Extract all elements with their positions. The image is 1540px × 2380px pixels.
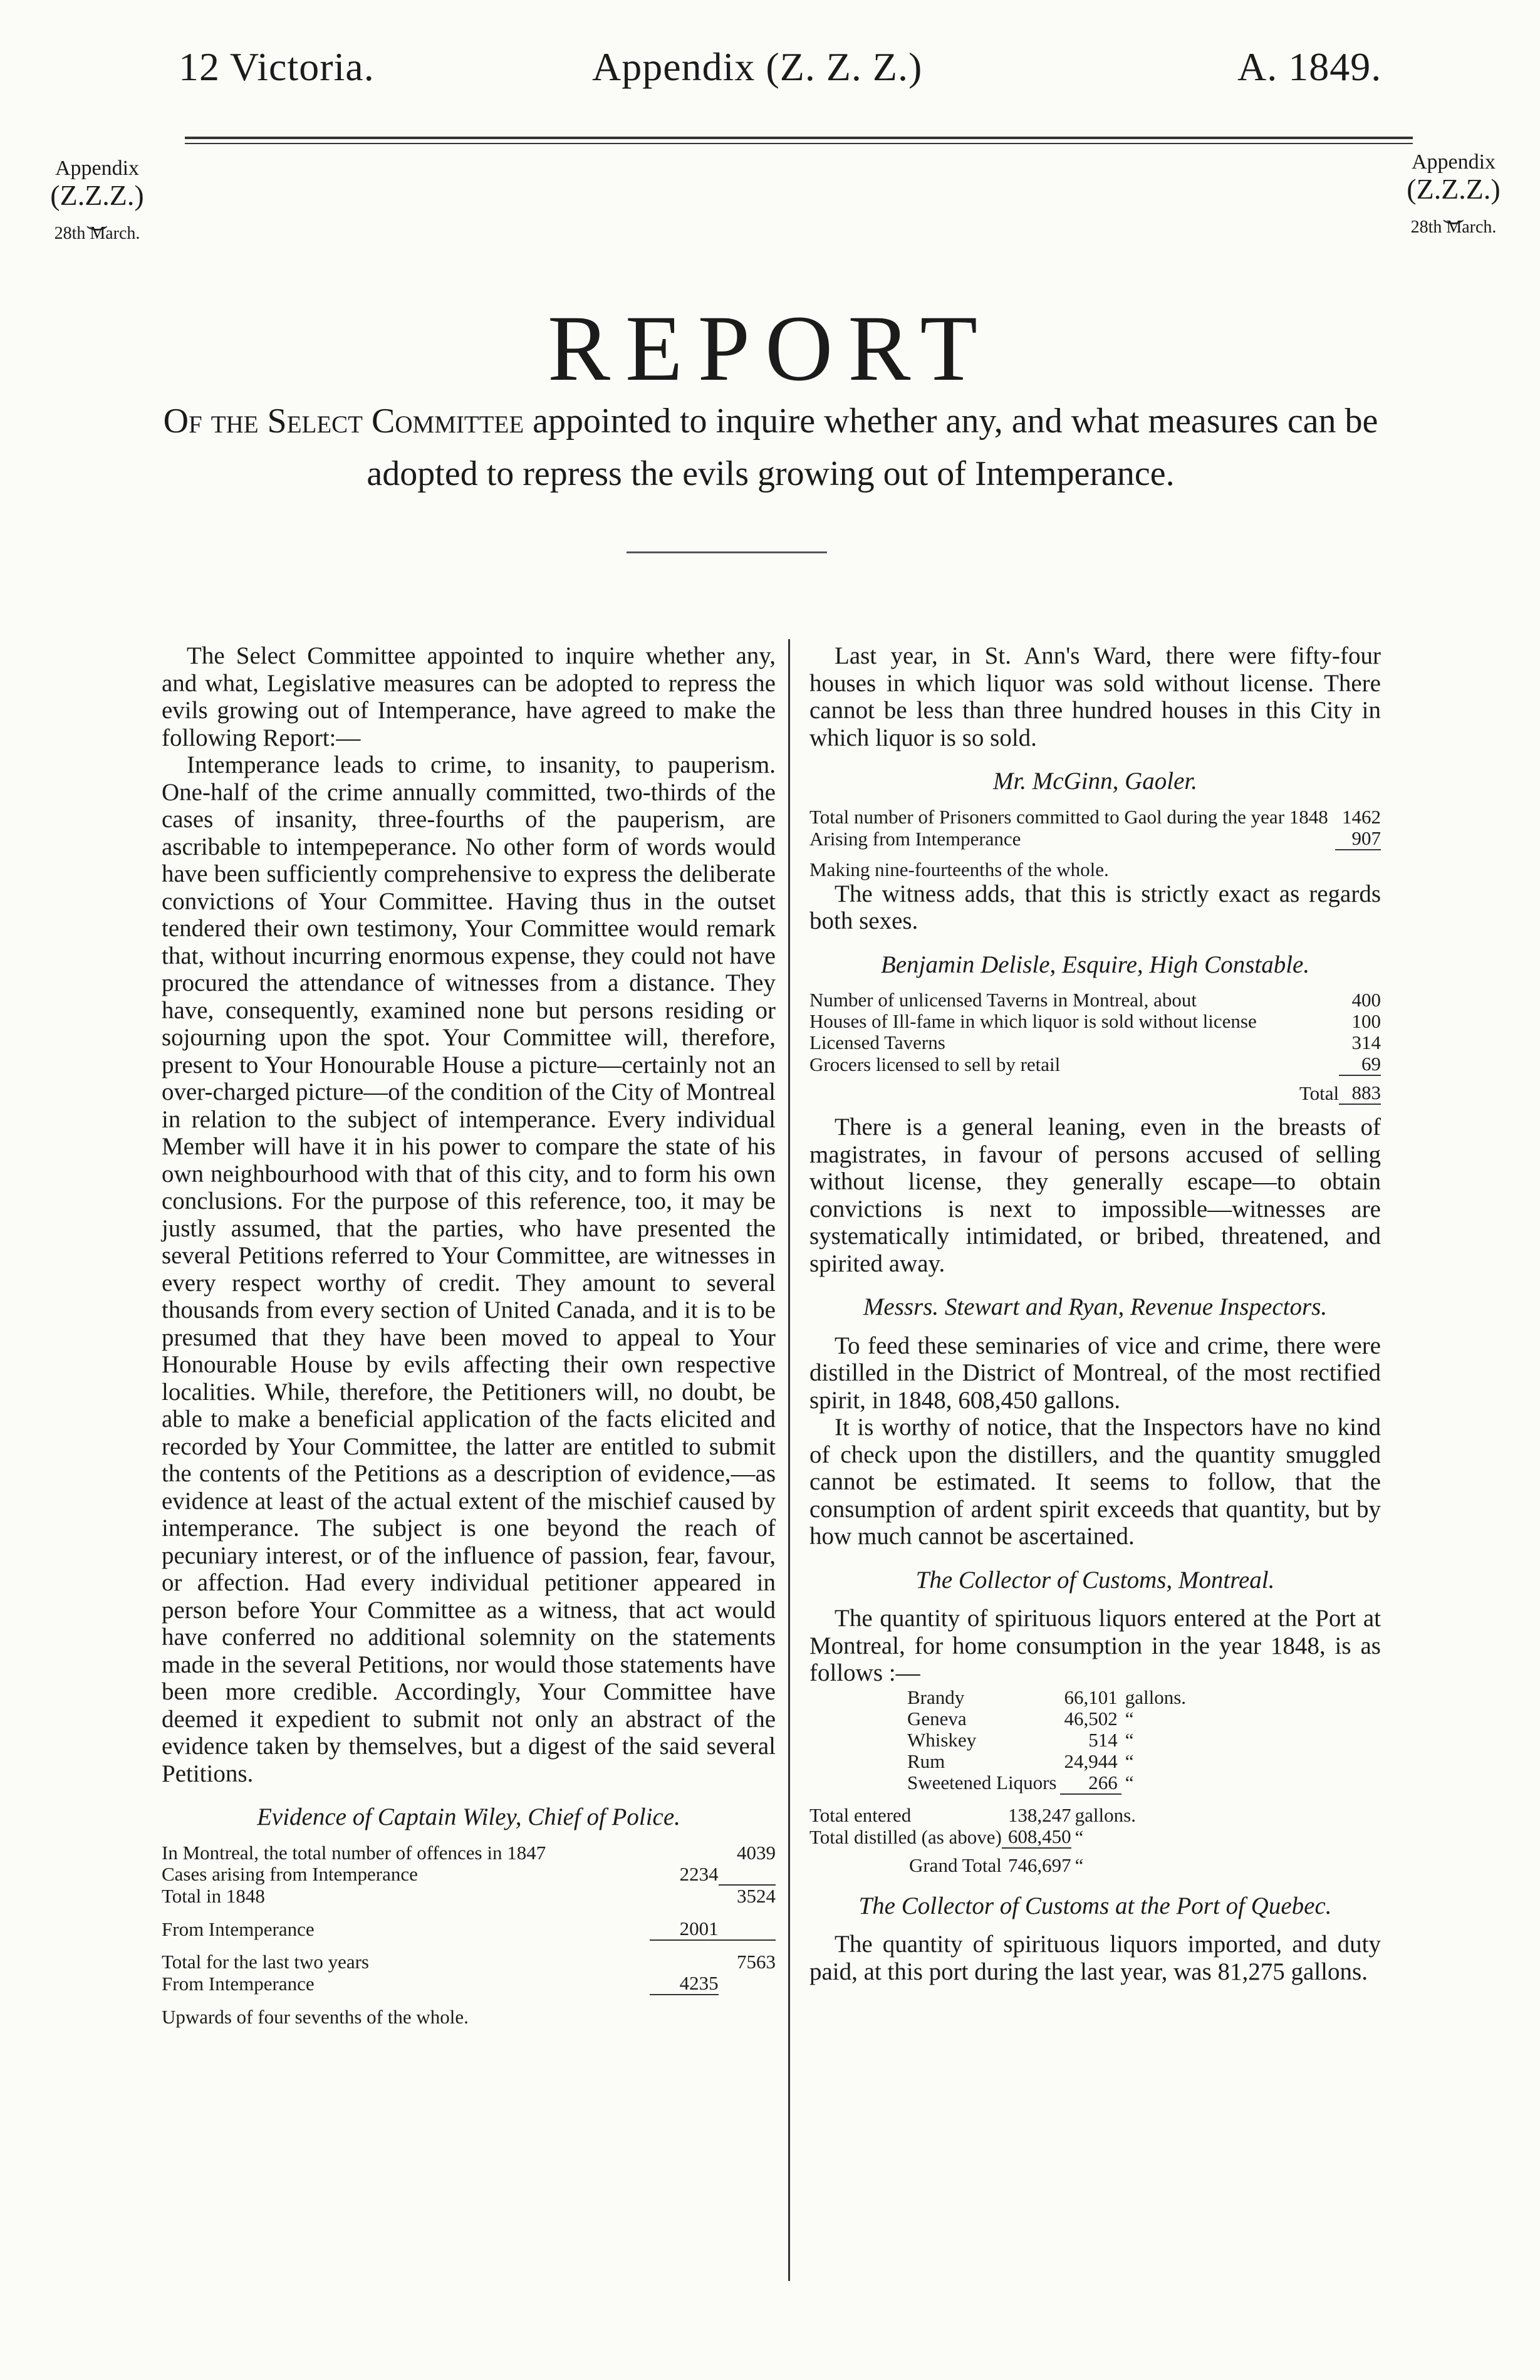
table-row <box>903 1730 1190 1751</box>
table-row <box>162 1864 776 1885</box>
stat-value: 4039 <box>737 1841 776 1864</box>
paragraph: The quantity of spirituous liquors imported, and duty paid, at this port during the last year, was 81,275 gallons. <box>809 1931 1381 1985</box>
table-row <box>809 1032 1381 1053</box>
paragraph: To feed these seminaries of vice and crime, there were distilled in the District of Montreal, of the most rectified spirit, in 1848, 608,450 gallons. <box>809 1332 1381 1414</box>
table-row <box>903 1687 1190 1708</box>
header-right: A. 1849. <box>1237 44 1382 89</box>
subtitle-rest: appointed to inquire whether any, and what measures can be adopted to repress the evils growing out of Intemperance. <box>367 402 1378 493</box>
table-row <box>903 1772 1190 1794</box>
table-row <box>162 1951 776 1973</box>
stat-unit: gallons. <box>1074 1803 1136 1826</box>
stat-value: 69 <box>1339 1053 1381 1075</box>
stat-value: 608,450 <box>1002 1826 1071 1848</box>
liquor-value: 66,101 <box>1064 1686 1118 1708</box>
side-note-right-date: 28th March. <box>1410 217 1497 237</box>
subtitle-lead: Of the Select Committee <box>163 402 524 441</box>
paragraph: The quantity of spirituous liquors entered at the Port at Montreal, for home consumption in the year 1848, is as follows :— <box>809 1605 1381 1686</box>
side-note-left-line1: Appendix <box>55 157 140 180</box>
paragraph: Last year, in St. Ann's Ward, there were fifty-four houses in which liquor was sold without license. There cannot be less than three hundred houses in this City in which liquor is so sold. <box>809 642 1381 751</box>
stat-value: 746,697 <box>1007 1854 1071 1876</box>
table-row <box>809 1075 1381 1104</box>
report-title: REPORT <box>547 296 993 400</box>
stat-value: 883 <box>1339 1075 1381 1104</box>
stat-value: 907 <box>1335 828 1381 850</box>
gaol-stats-table <box>809 806 1381 850</box>
customs-heading: The Collector of Customs, Montreal. <box>915 1566 1275 1594</box>
stat-label: Total for the last two years <box>162 1950 369 1973</box>
report-subtitle <box>144 395 1397 500</box>
stat-label: Cases arising from Intemperance <box>162 1862 418 1885</box>
header-center: Appendix (Z. Z. Z.) <box>592 44 923 89</box>
stat-label: Total number of Prisoners committed to Gaol during the year 1848 <box>809 805 1328 828</box>
totals-table <box>809 1805 1136 1876</box>
delisle-heading: Benjamin Delisle, Esquire, High Constable. <box>880 951 1310 978</box>
column-divider <box>788 639 790 2281</box>
side-note-right-line2: (Z.Z.Z.) <box>1407 173 1501 206</box>
table-row <box>809 1011 1381 1032</box>
stat-label: Grocers licensed to sell by retail <box>809 1053 1061 1075</box>
stat-value: 1462 <box>1342 805 1381 828</box>
liquor-unit: gallons. <box>1125 1686 1187 1708</box>
police-stats-table <box>162 1842 776 1995</box>
table-row <box>162 1885 776 1907</box>
table-row <box>809 1848 1136 1876</box>
ornament-rule <box>627 551 827 553</box>
paragraph: The witness adds, that this is strictly exact as regards both sexes. <box>809 880 1381 934</box>
stat-value: 2001 <box>650 1918 719 1940</box>
stat-label: Total distilled (as above) <box>809 1825 1002 1848</box>
closing-note: Upwards of four sevenths of the whole. <box>162 2005 469 2028</box>
stat-unit: “ <box>1074 1854 1084 1876</box>
table-row <box>162 1842 776 1864</box>
left-column <box>162 642 776 2028</box>
stat-value: 314 <box>1351 1031 1381 1053</box>
intro-paragraph: The Select Committee appointed to inquire whether any, and what, Legislative measures can be adopted to repress the evils growing out of Intemperance, have agreed to make the following Report:— <box>162 642 776 751</box>
side-note-left-line2: (Z.Z.Z.) <box>50 179 144 212</box>
liquor-unit: “ <box>1125 1750 1134 1772</box>
table-row <box>903 1751 1190 1772</box>
quebec-heading: The Collector of Customs at the Port of Quebec. <box>858 1892 1332 1919</box>
table-row <box>809 806 1381 828</box>
stat-value: 4235 <box>650 1973 719 1995</box>
brace-decoration: ⏝ <box>86 206 108 229</box>
body-paragraph: Intemperance leads to crime, to insanity, to pauperism. One-half of the crime annually committed, two-thirds of the cases of insanity, three-fourths of the pauperism, are ascribable to intempeperance. No other form of words would have been sufficiently comprehensive to express the deliberate convictions of Your Committee. Having thus in the outset tendered their own testimony, Your Committee would remark that, without incurring enormous expense, they could not have procured the attendance of witnesses from a distance. They have, consequently, examined none but persons residing or sojourning upon the spot. Your Committee will, therefore, present to Your Honourable House a picture—certainly not an over-charged picture—of the condition of the City of Montreal in relation to the subject of intemperance. Every individual Member will have it in his power to compare the state of his own neighbourhood with that of this city, and to form his own conclusions. For the purpose of this reference, too, it may be justly assumed, that the parties, who have presented the several Petitions referred to Your Committee, are witnesses in every respect worthy of credit. They amount to several thousands from every section of United Canada, and it is to be presumed that they have been moved to appeal to Your Honourable House by evils affecting their own respective localities. While, therefore, the Petitioners will, no doubt, be able to make a beneficial application of the facts elicited and recorded by Your Committee, the latter are entitled to submit the contents of the Petitions as a description of evidence,—as evidence at least of the actual extent of the mischief caused by intemperance. The subject is one beyond the reach of pecuniary interest, or of the influence of passion, fear, favour, or affection. Had every individual petitioner appeared in person before Your Committee as a witness, that act would have conferred no additional solemnity on the statements made in the several Petitions, nor would those statements have been more credible. Accordingly, Your Committee have deemed it expedient to submit not only an abstract of the evidence taken by themselves, but a digest of the said several Petitions. <box>162 751 776 1787</box>
stat-label: Total entered <box>809 1803 912 1826</box>
table-row <box>903 1708 1190 1730</box>
stat-value: 2234 <box>679 1862 719 1885</box>
liquor-name: Rum <box>907 1750 945 1772</box>
liquors-table <box>903 1687 1190 1795</box>
header-left: 12 Victoria. <box>179 44 375 89</box>
liquor-value: 514 <box>1088 1728 1118 1751</box>
header-rule <box>185 137 1413 139</box>
table-row <box>809 989 1381 1011</box>
stat-label: In Montreal, the total number of offences in 1847 <box>162 1841 546 1864</box>
side-note-left <box>34 157 160 244</box>
liquor-value: 46,502 <box>1064 1707 1118 1730</box>
stat-value: 3524 <box>737 1884 776 1907</box>
stat-label: Number of unlicensed Taverns in Montreal, about <box>809 989 1197 1011</box>
stat-label: Licensed Taverns <box>809 1031 945 1053</box>
stat-value: 138,247 <box>1007 1803 1071 1826</box>
gaoler-heading: Mr. McGinn, Gaoler. <box>992 768 1198 795</box>
brace-decoration: ⏝ <box>1443 199 1464 223</box>
evidence-heading: Evidence of Captain Wiley, Chief of Police. <box>257 1803 680 1830</box>
table-row <box>162 1973 776 1995</box>
liquor-value: 24,944 <box>1064 1750 1118 1772</box>
header-rule-thin <box>185 143 1413 144</box>
stat-label: Houses of Ill-fame in which liquor is sold without license <box>809 1010 1257 1032</box>
side-note-left-date: 28th March. <box>54 224 140 244</box>
stat-label: Arising from Intemperance <box>809 827 1021 850</box>
stat-label: Total <box>1299 1082 1340 1104</box>
paragraph: It is worthy of notice, that the Inspectors have no kind of check upon the distillers, and the quantity smuggled cannot be estimated. It seems to follow, that the consumption of ardent spirit exceeds that quantity, but by how much cannot be ascertained. <box>809 1414 1381 1550</box>
paragraph: There is a general leaning, even in the breasts of magistrates, in favour of persons accused of selling without license, they generally escape—to obtain convictions is next to impossible—witnesses are systematically intimidated, or bribed, threatened, and spirited away. <box>809 1114 1381 1277</box>
stat-value: 7563 <box>737 1950 776 1973</box>
side-note-right-line1: Appendix <box>1411 150 1496 174</box>
inspectors-heading: Messrs. Stewart and Ryan, Revenue Inspectors. <box>863 1293 1328 1320</box>
stat-label: From Intemperance <box>162 1918 315 1940</box>
stat-unit: “ <box>1074 1825 1084 1848</box>
table-row <box>809 1805 1136 1826</box>
taverns-table <box>809 989 1381 1105</box>
table-row <box>809 828 1381 850</box>
stat-value: 100 <box>1351 1010 1381 1032</box>
table-row <box>809 1053 1381 1075</box>
stat-label: From Intemperance <box>162 1972 315 1995</box>
gaoler-note: Making nine-fourteenths of the whole. <box>809 858 1109 880</box>
stat-label: Grand Total <box>908 1854 1002 1876</box>
stat-value: 400 <box>1351 989 1381 1011</box>
liquor-name: Sweetened Liquors <box>907 1772 1057 1793</box>
liquor-name: Geneva <box>907 1707 967 1730</box>
stat-label: Total in 1848 <box>162 1884 265 1907</box>
liquor-name: Whiskey <box>907 1728 977 1751</box>
table-row <box>162 1918 776 1940</box>
liquor-name: Brandy <box>907 1686 965 1708</box>
liquor-unit: “ <box>1125 1707 1134 1730</box>
liquor-unit: “ <box>1125 1772 1134 1793</box>
liquor-unit: “ <box>1125 1728 1134 1751</box>
side-note-right <box>1385 150 1522 237</box>
right-column <box>809 642 1381 1985</box>
liquor-value: 266 <box>1060 1772 1121 1794</box>
table-row <box>809 1826 1136 1848</box>
